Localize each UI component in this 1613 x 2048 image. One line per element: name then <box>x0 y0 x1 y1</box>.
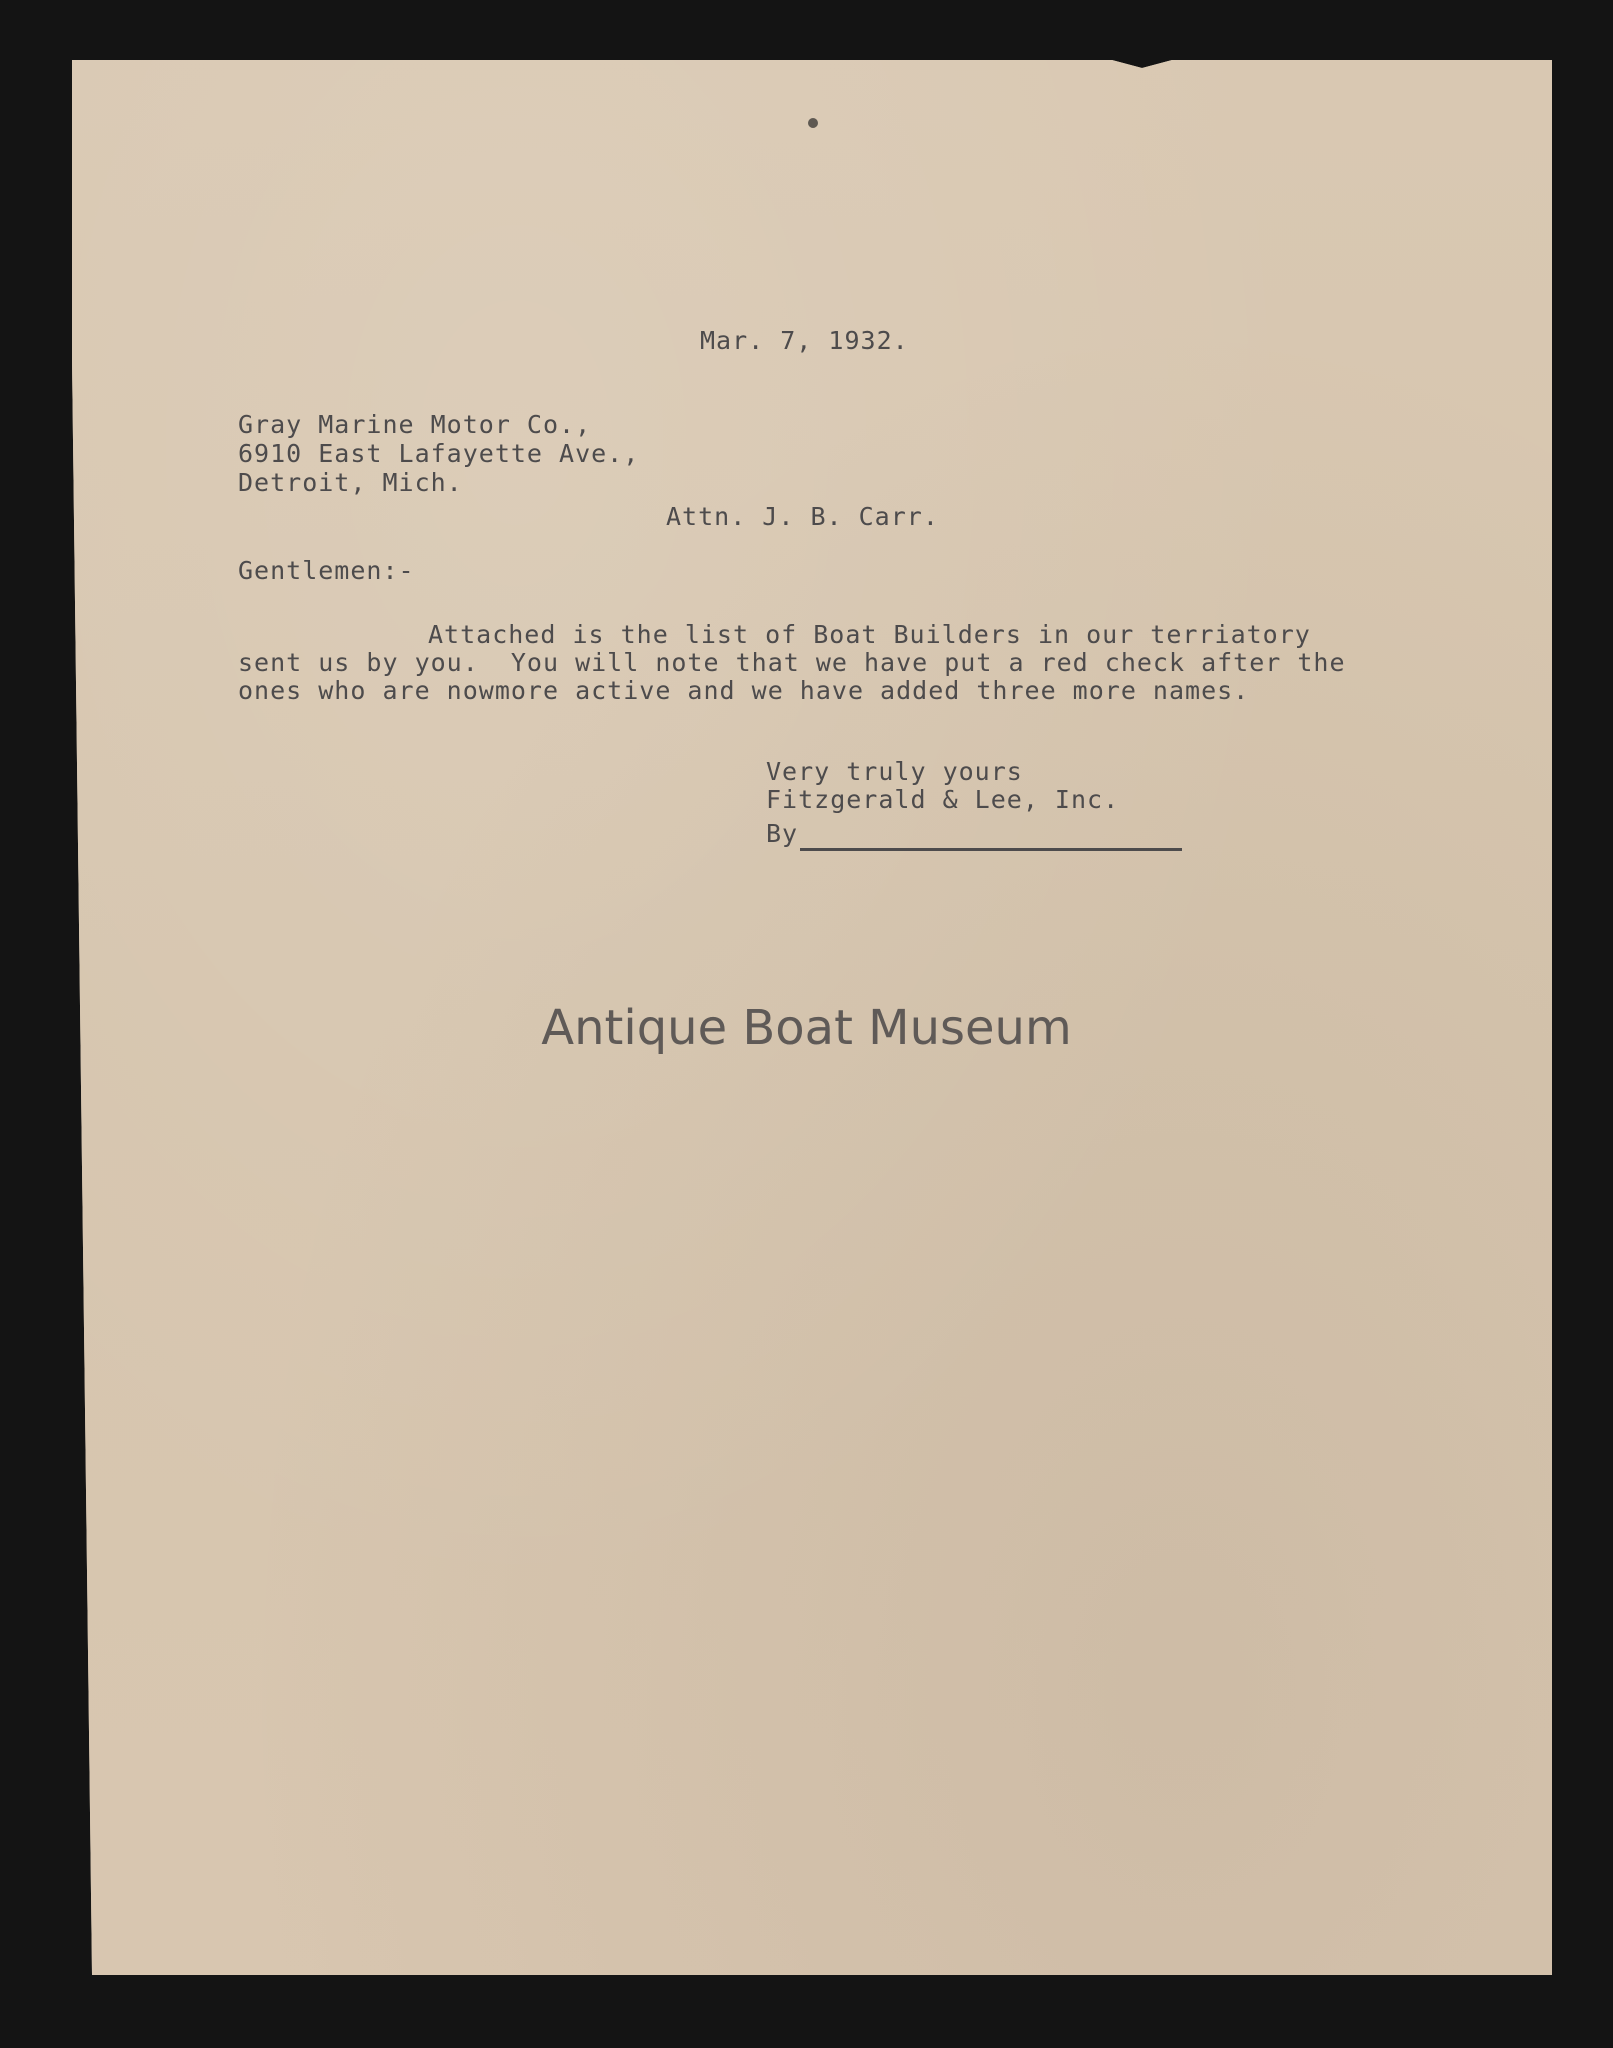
museum-watermark: Antique Boat Museum <box>541 1000 1072 1056</box>
body-line-1: Attached is the list of Boat Builders in our terriatory <box>428 620 1311 649</box>
closing-line-2: Fitzgerald & Lee, Inc. <box>766 785 1120 814</box>
closing-line-1: Very truly yours <box>766 757 1023 786</box>
salutation: Gentlemen:- <box>238 556 415 585</box>
signature-line <box>800 848 1182 851</box>
recipient-line-1: Gray Marine Motor Co., <box>238 410 592 439</box>
letter-date: Mar. 7, 1932. <box>700 326 909 355</box>
attention-line: Attn. J. B. Carr. <box>666 502 939 531</box>
closing-by: By <box>766 819 799 848</box>
body-line-2: sent us by you. You will note that we have put a red check after the <box>238 648 1346 677</box>
punch-hole <box>808 118 818 128</box>
body-line-3: ones who are nowmore active and we have added three more names. <box>238 676 1250 705</box>
recipient-line-2: 6910 East Lafayette Ave., <box>238 439 640 468</box>
recipient-line-3: Detroit, Mich. <box>238 468 463 497</box>
